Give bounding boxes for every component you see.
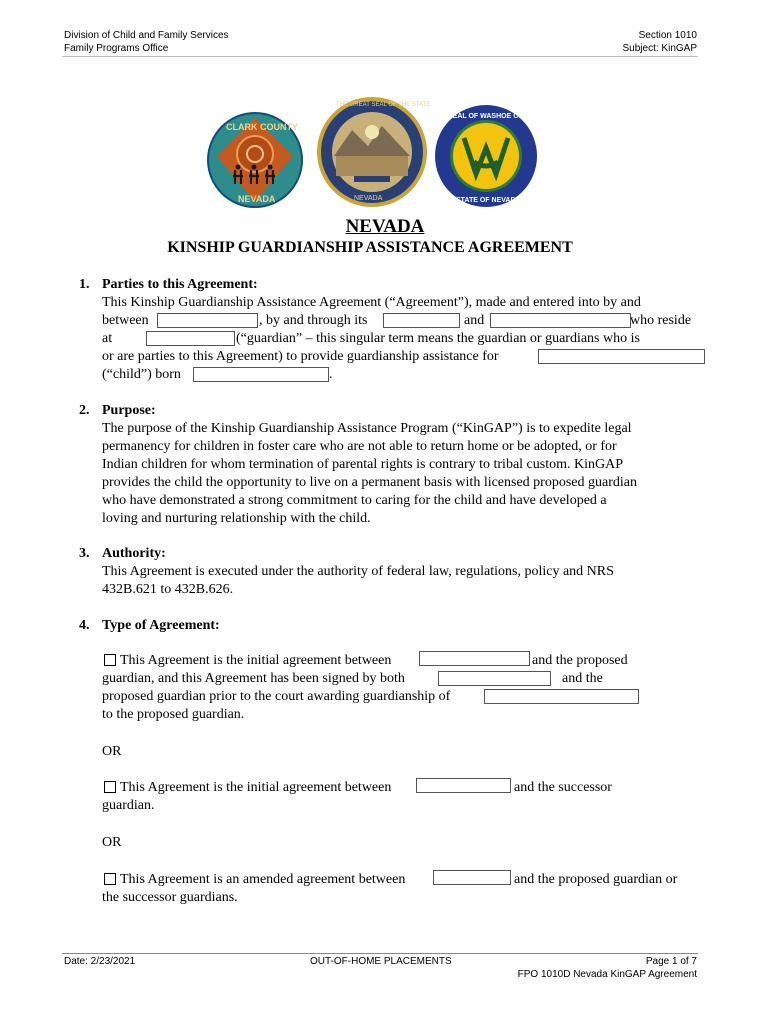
footer-form-id: FPO 1010D Nevada KinGAP Agreement — [517, 969, 697, 980]
header-left — [64, 29, 229, 55]
initial-agreement-proposed-checkbox[interactable] — [104, 654, 116, 666]
option-2-line-2: guardian. — [102, 798, 155, 813]
or-separator: OR — [102, 744, 122, 759]
section-1-at-label: at — [102, 331, 113, 346]
seal-washoe-bottom-text: STATE OF NEVADA — [456, 197, 521, 204]
representative-field[interactable] — [383, 313, 460, 328]
section-1-heading: Parties to this Agreement: — [102, 277, 258, 292]
option-3-line-1a: This Agreement is an amended agreement between — [120, 872, 406, 887]
purpose-line: who have demonstrated a strong commitment to caring for the child and have developed a — [102, 493, 607, 508]
section-2-number: 2. — [79, 403, 90, 418]
header-divider — [62, 56, 698, 57]
seal-clark-bottom-text: NEVADA — [238, 194, 276, 204]
option-1-line-2b: and the — [562, 671, 603, 686]
section-1-between-label: between — [102, 313, 149, 328]
option-1-line-4: to the proposed guardian. — [102, 707, 245, 722]
section-4-number: 4. — [79, 618, 90, 633]
footer-divider — [62, 953, 698, 954]
seal-clark-top-text: CLARK COUNTY — [226, 122, 298, 132]
or-separator: OR — [102, 835, 122, 850]
section-1-line-1: This Kinship Guardianship Assistance Agreement (“Agreement”), made and entered into by and — [102, 295, 641, 310]
section-1-born-label: (“child”) born — [102, 367, 181, 382]
option-1-line-3: proposed guardian prior to the court awarding guardianship of — [102, 689, 451, 704]
option-3-line-2: the successor guardians. — [102, 890, 238, 905]
section-1-and-label: and — [464, 313, 485, 328]
option-1-line-1b: and the proposed — [532, 653, 628, 668]
option-2-line-1b: and the successor — [514, 780, 612, 795]
footer-date: Date: 2/23/2021 — [64, 956, 136, 967]
purpose-line: The purpose of the Kinship Guardianship Assistance Program (“KinGAP”) is to expedite legal — [102, 421, 632, 436]
birth-date-field[interactable] — [193, 367, 329, 382]
footer-category: OUT-OF-HOME PLACEMENTS — [310, 956, 452, 967]
section-2-heading: Purpose: — [102, 403, 156, 418]
purpose-line: loving and nurturing relationship with the child. — [102, 511, 371, 526]
purpose-line: provides the child the opportunity to live on a permanent basis with licensed proposed guardian — [102, 475, 637, 490]
section-1-reside-label: who reside — [630, 313, 692, 328]
address-field[interactable] — [146, 331, 235, 346]
section-1-guardian-def: (“guardian” – this singular term means the guardian or guardians who is — [236, 331, 640, 346]
section-4-heading: Type of Agreement: — [102, 618, 220, 633]
purpose-line: Indian children for whom termination of parental rights is contrary to tribal custom. KinGAP — [102, 457, 623, 472]
option-3-line-1b: and the proposed guardian or — [514, 872, 678, 887]
section-1-number: 1. — [79, 277, 90, 292]
header-section: Section 1010 — [638, 30, 697, 41]
option-1-agency-field[interactable] — [419, 651, 530, 666]
option-1-signer-field[interactable] — [438, 671, 551, 686]
amended-agreement-checkbox[interactable] — [104, 873, 116, 885]
option-1-child-field[interactable] — [484, 689, 639, 704]
seal-nevada-ring-text: THE GREAT SEAL OF THE STATE — [336, 102, 431, 108]
document-subtitle: KINSHIP GUARDIANSHIP ASSISTANCE AGREEMENT — [167, 239, 573, 256]
child-name-field[interactable] — [538, 349, 705, 364]
seal-nevada-bottom-text: NEVADA — [354, 195, 383, 202]
option-3-agency-field[interactable] — [433, 870, 511, 885]
authority-line: 432B.621 to 432B.626. — [102, 582, 234, 597]
header-subject: Subject: KinGAP — [622, 43, 697, 54]
section-3-heading: Authority: — [102, 546, 166, 561]
option-1-line-2a: guardian, and this Agreement has been signed by both — [102, 671, 405, 686]
footer-page-number: Page 1 of 7 — [645, 956, 697, 967]
section-1-period: . — [329, 367, 333, 382]
header-division: Division of Child and Family Services — [64, 30, 229, 41]
header-office: Family Programs Office — [64, 43, 169, 54]
initial-agreement-successor-checkbox[interactable] — [104, 781, 116, 793]
seal-washoe-top-text: SEAL OF WASHOE COUNTY — [448, 113, 543, 120]
section-3-number: 3. — [79, 546, 90, 561]
section-1-line-4: or are parties to this Agreement) to provide guardianship assistance for — [102, 349, 499, 364]
authority-line: This Agreement is executed under the authority of federal law, regulations, policy and NRS — [102, 564, 614, 579]
purpose-line: permanency for children in foster care who are not able to return home or be adopted, or for — [102, 439, 617, 454]
section-1-through-label: , by and through its — [259, 313, 368, 328]
document-title: NEVADA — [345, 216, 425, 237]
agency-field[interactable] — [157, 313, 258, 328]
header-right — [623, 29, 697, 55]
option-1-line-1a: This Agreement is the initial agreement between — [120, 653, 392, 668]
guardian-name-field[interactable] — [490, 313, 631, 328]
option-2-agency-field[interactable] — [416, 778, 511, 793]
option-2-line-1a: This Agreement is the initial agreement between — [120, 780, 392, 795]
